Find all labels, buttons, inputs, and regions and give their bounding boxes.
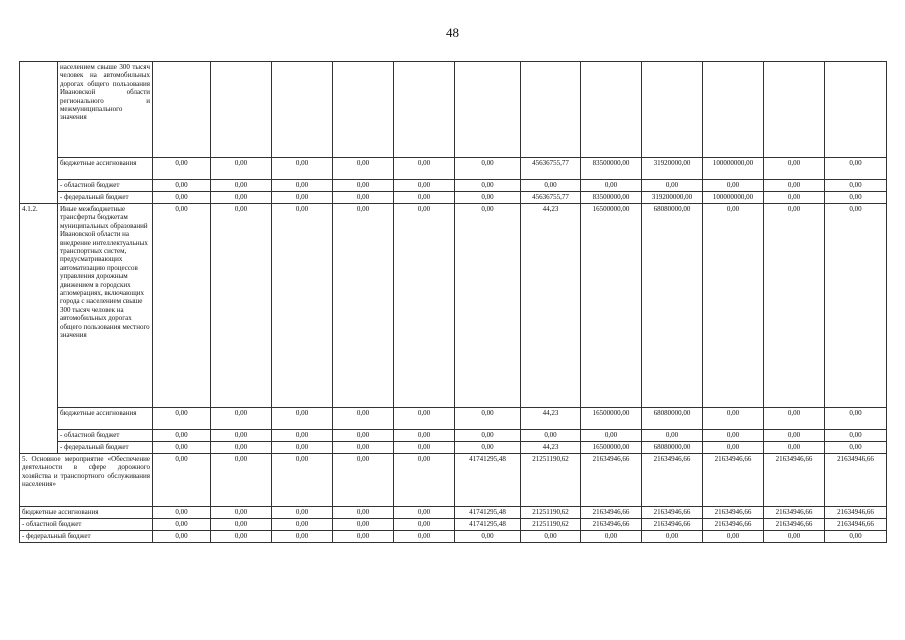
- value-cell: 41741295,48: [455, 507, 521, 519]
- value-cell: 0,00: [703, 442, 764, 454]
- value-cell: 21634946,66: [825, 454, 887, 507]
- value-cell: 21634946,66: [642, 454, 703, 507]
- value-cell: 0,00: [825, 158, 887, 180]
- value-cell: 0,00: [703, 430, 764, 442]
- value-cell: 0,00: [581, 430, 642, 442]
- value-cell: 21251190,62: [521, 507, 581, 519]
- row-label: - областной бюджет: [58, 430, 153, 442]
- value-cell: 0,00: [153, 180, 211, 192]
- value-cell: 0,00: [764, 180, 825, 192]
- value-cell: 0,00: [455, 158, 521, 180]
- value-cell: 0,00: [394, 507, 455, 519]
- value-cell: 0,00: [211, 408, 272, 430]
- value-cell: 21634946,66: [825, 507, 887, 519]
- value-cell: [211, 62, 272, 158]
- value-cell: 21634946,66: [581, 507, 642, 519]
- value-cell: 0,00: [211, 204, 272, 408]
- value-cell: 0,00: [581, 180, 642, 192]
- value-cell: 21251190,62: [521, 454, 581, 507]
- table-row: [20, 62, 887, 158]
- value-cell: 100000000,00: [703, 192, 764, 204]
- value-cell: 0,00: [764, 442, 825, 454]
- value-cell: 100000000,00: [703, 158, 764, 180]
- value-cell: [455, 62, 521, 158]
- value-cell: 0,00: [642, 180, 703, 192]
- table-row: [20, 158, 887, 180]
- value-cell: 0,00: [764, 192, 825, 204]
- row-label: - федеральный бюджет: [58, 192, 153, 204]
- value-cell: 0,00: [825, 531, 887, 543]
- value-cell: 21634946,66: [764, 454, 825, 507]
- value-cell: 319200000,00: [642, 192, 703, 204]
- value-cell: 0,00: [211, 454, 272, 507]
- table-row: [20, 408, 887, 430]
- value-cell: 0,00: [521, 531, 581, 543]
- item-code: 4.1.2.: [20, 204, 58, 454]
- value-cell: 68080000,00: [642, 408, 703, 430]
- value-cell: 0,00: [153, 408, 211, 430]
- value-cell: 0,00: [394, 454, 455, 507]
- value-cell: 0,00: [703, 180, 764, 192]
- value-cell: 0,00: [703, 408, 764, 430]
- value-cell: 0,00: [455, 531, 521, 543]
- value-cell: 0,00: [455, 192, 521, 204]
- value-cell: 21634946,66: [825, 519, 887, 531]
- row-label: - областной бюджет: [20, 519, 153, 531]
- value-cell: 0,00: [333, 442, 394, 454]
- value-cell: 0,00: [394, 204, 455, 408]
- value-cell: 0,00: [153, 519, 211, 531]
- value-cell: 0,00: [333, 408, 394, 430]
- value-cell: 0,00: [521, 430, 581, 442]
- budget-table: [19, 61, 887, 543]
- value-cell: 45636755,77: [521, 158, 581, 180]
- value-cell: 0,00: [394, 531, 455, 543]
- page-number: 48: [446, 25, 459, 40]
- value-cell: 0,00: [455, 442, 521, 454]
- row-label: бюджетные ассигнования: [58, 158, 153, 180]
- table-row: [20, 454, 887, 507]
- row-label: бюджетные ассигнования: [20, 507, 153, 519]
- value-cell: 16500000,00: [581, 204, 642, 408]
- value-cell: 21634946,66: [764, 519, 825, 531]
- value-cell: 0,00: [272, 507, 333, 519]
- value-cell: 0,00: [272, 454, 333, 507]
- value-cell: 0,00: [455, 204, 521, 408]
- value-cell: 0,00: [581, 531, 642, 543]
- value-cell: [581, 62, 642, 158]
- value-cell: 0,00: [764, 204, 825, 408]
- value-cell: 0,00: [394, 180, 455, 192]
- value-cell: 21634946,66: [581, 454, 642, 507]
- value-cell: 0,00: [394, 442, 455, 454]
- value-cell: 45636755,77: [521, 192, 581, 204]
- value-cell: 68080000,00: [642, 442, 703, 454]
- value-cell: 0,00: [455, 408, 521, 430]
- value-cell: 44,23: [521, 204, 581, 408]
- row-label: бюджетные ассигнования: [58, 408, 153, 430]
- description-cell: населением свыше 300 тысяч человек на автомобильных дорогах общего пользования Ивановской области регионального и межмуниципального значения: [58, 62, 153, 158]
- value-cell: 0,00: [153, 507, 211, 519]
- value-cell: 0,00: [211, 180, 272, 192]
- value-cell: 31920000,00: [642, 158, 703, 180]
- value-cell: 0,00: [521, 180, 581, 192]
- value-cell: 0,00: [272, 204, 333, 408]
- table-row: [20, 204, 887, 408]
- value-cell: 0,00: [333, 192, 394, 204]
- value-cell: 0,00: [333, 519, 394, 531]
- value-cell: 0,00: [333, 158, 394, 180]
- value-cell: 0,00: [211, 507, 272, 519]
- value-cell: 0,00: [272, 180, 333, 192]
- value-cell: 0,00: [153, 158, 211, 180]
- value-cell: [521, 62, 581, 158]
- code-cell: [20, 62, 58, 204]
- value-cell: [333, 62, 394, 158]
- value-cell: 68080000,00: [642, 204, 703, 408]
- table-row: [20, 430, 887, 442]
- value-cell: 0,00: [825, 192, 887, 204]
- table-row: [20, 519, 887, 531]
- table-row: [20, 442, 887, 454]
- value-cell: 21634946,66: [764, 507, 825, 519]
- value-cell: 0,00: [211, 519, 272, 531]
- value-cell: 21634946,66: [703, 507, 764, 519]
- value-cell: 21251190,62: [521, 519, 581, 531]
- value-cell: 0,00: [333, 454, 394, 507]
- value-cell: 0,00: [394, 192, 455, 204]
- value-cell: [703, 62, 764, 158]
- value-cell: 21634946,66: [642, 519, 703, 531]
- value-cell: 0,00: [333, 430, 394, 442]
- value-cell: 0,00: [764, 531, 825, 543]
- value-cell: 0,00: [825, 204, 887, 408]
- value-cell: 0,00: [272, 408, 333, 430]
- table-row: [20, 507, 887, 519]
- value-cell: 0,00: [764, 158, 825, 180]
- value-cell: 0,00: [825, 180, 887, 192]
- value-cell: 0,00: [394, 430, 455, 442]
- value-cell: 0,00: [333, 180, 394, 192]
- value-cell: 0,00: [825, 442, 887, 454]
- value-cell: 0,00: [272, 158, 333, 180]
- table-row: [20, 192, 887, 204]
- value-cell: 0,00: [703, 531, 764, 543]
- value-cell: 0,00: [825, 430, 887, 442]
- value-cell: 0,00: [764, 408, 825, 430]
- value-cell: [153, 62, 211, 158]
- row-label: - областной бюджет: [58, 180, 153, 192]
- value-cell: 0,00: [394, 408, 455, 430]
- value-cell: 0,00: [272, 430, 333, 442]
- value-cell: 0,00: [272, 192, 333, 204]
- value-cell: 0,00: [211, 192, 272, 204]
- value-cell: 0,00: [825, 408, 887, 430]
- value-cell: 0,00: [211, 430, 272, 442]
- value-cell: 0,00: [211, 531, 272, 543]
- value-cell: 21634946,66: [642, 507, 703, 519]
- value-cell: 0,00: [272, 531, 333, 543]
- value-cell: 21634946,66: [581, 519, 642, 531]
- value-cell: 0,00: [333, 204, 394, 408]
- value-cell: [394, 62, 455, 158]
- value-cell: [825, 62, 887, 158]
- value-cell: 0,00: [153, 442, 211, 454]
- value-cell: 83500000,00: [581, 192, 642, 204]
- table-row: [20, 531, 887, 543]
- value-cell: 0,00: [764, 430, 825, 442]
- value-cell: 21634946,66: [703, 454, 764, 507]
- value-cell: 0,00: [153, 454, 211, 507]
- value-cell: 44,23: [521, 408, 581, 430]
- value-cell: 16500000,00: [581, 408, 642, 430]
- value-cell: 0,00: [272, 442, 333, 454]
- value-cell: 0,00: [455, 180, 521, 192]
- value-cell: 0,00: [272, 519, 333, 531]
- value-cell: 83500000,00: [581, 158, 642, 180]
- item-name: 5. Основное мероприятие «Обеспечение деятельности в сфере дорожного хозяйства и транспортного обслуживания населения»: [20, 454, 153, 507]
- value-cell: [642, 62, 703, 158]
- value-cell: 44,23: [521, 442, 581, 454]
- value-cell: 0,00: [703, 204, 764, 408]
- table-row: [20, 180, 887, 192]
- value-cell: 0,00: [642, 430, 703, 442]
- value-cell: 21634946,66: [703, 519, 764, 531]
- value-cell: 0,00: [211, 158, 272, 180]
- value-cell: 0,00: [333, 531, 394, 543]
- value-cell: 0,00: [455, 430, 521, 442]
- value-cell: 0,00: [642, 531, 703, 543]
- value-cell: 16500000,00: [581, 442, 642, 454]
- value-cell: [272, 62, 333, 158]
- value-cell: 0,00: [153, 430, 211, 442]
- value-cell: 0,00: [153, 531, 211, 543]
- value-cell: 0,00: [211, 442, 272, 454]
- value-cell: 0,00: [333, 507, 394, 519]
- value-cell: 0,00: [394, 158, 455, 180]
- value-cell: 0,00: [153, 204, 211, 408]
- item-name: Иные межбюджетные трансферты бюджетам муниципальных образований Ивановской области на внедрение интеллектуальных транспортных систем, предусматривающих автоматизацию процессов управления дорожным движением в городских агломерациях, включающих города с населением свыше 300 тысяч человек на автомобильных дорогах общего пользования местного значения: [58, 204, 153, 408]
- value-cell: 41741295,48: [455, 454, 521, 507]
- value-cell: 0,00: [394, 519, 455, 531]
- row-label: - федеральный бюджет: [58, 442, 153, 454]
- row-label: - федеральный бюджет: [20, 531, 153, 543]
- value-cell: 41741295,48: [455, 519, 521, 531]
- value-cell: 0,00: [153, 192, 211, 204]
- value-cell: [764, 62, 825, 158]
